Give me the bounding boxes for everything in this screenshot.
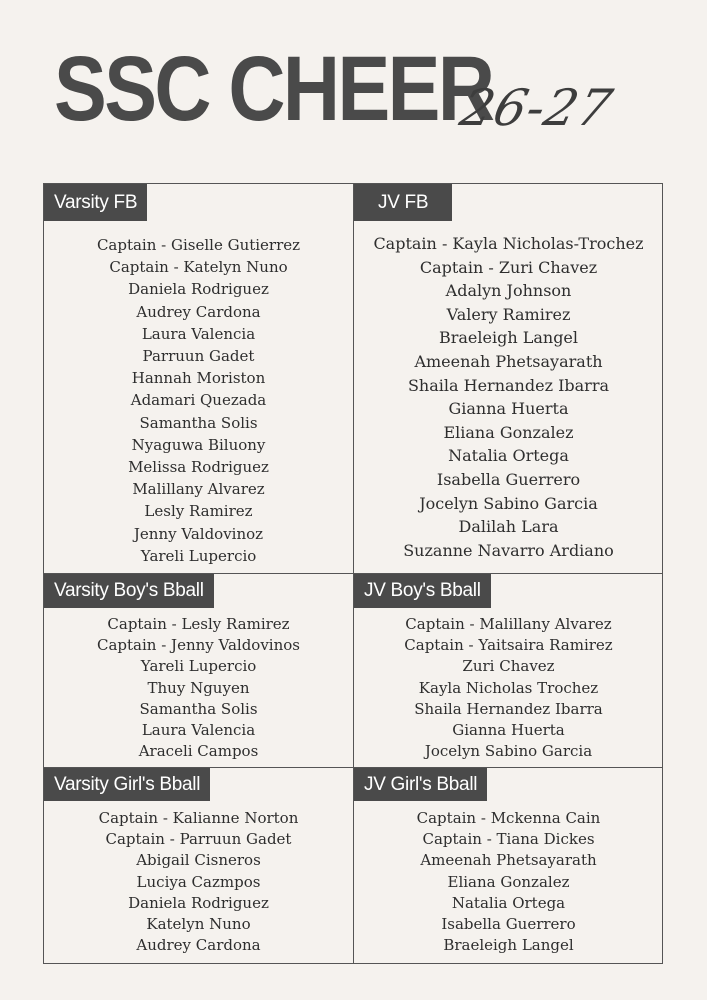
member-list — [354, 232, 663, 562]
member-name: Daniela Rodriguez — [128, 280, 269, 299]
member-name: Jocelyn Sabino Garcia — [424, 742, 593, 761]
member-name: Araceli Campos — [138, 742, 259, 761]
member-name: Abigail Cisneros — [136, 851, 261, 870]
member-name: Jenny Valdovinoz — [133, 524, 264, 543]
section-jv-girls-bball — [354, 768, 663, 964]
member-name: Yareli Lupercio — [140, 657, 257, 676]
season-year: 26-27 — [454, 79, 619, 137]
member-name: Braeleigh Langel — [438, 328, 579, 348]
member-name: Dalilah Lara — [458, 517, 559, 537]
member-name: Adamari Quezada — [130, 391, 267, 410]
member-name: Natalia Ortega — [448, 446, 569, 466]
captain-name: Captain - Parruun Gadet — [105, 830, 292, 849]
member-name: Natalia Ortega — [451, 893, 566, 912]
captain-name: Captain - Giselle Gutierrez — [96, 236, 301, 254]
section-varsity-girls-bball — [44, 768, 353, 964]
member-name: Shaila Hernandez Ibarra — [407, 375, 610, 395]
member-name: Melissa Rodriguez — [128, 458, 269, 477]
member-name: Laura Valencia — [141, 721, 256, 740]
member-name: Ameenah Phetsayarath — [414, 351, 603, 371]
member-name: Lesly Ramirez — [144, 502, 253, 521]
member-name: Hannah Moriston — [131, 369, 266, 388]
member-list — [354, 808, 663, 956]
section-label: JV Boy's Bball — [354, 574, 491, 608]
member-name: Zuri Chavez — [462, 657, 555, 676]
section-label: JV Girl's Bball — [354, 768, 487, 801]
section-label: Varsity Girl's Bball — [44, 768, 210, 801]
page-title: SSC CHEER — [54, 38, 493, 140]
member-list — [354, 614, 663, 762]
member-name: Katelyn Nuno — [146, 915, 251, 934]
captain-name: Captain - Lesly Ramirez — [107, 615, 290, 633]
member-name: Gianna Huerta — [448, 399, 569, 419]
captain-name: Captain - Malillany Alvarez — [405, 615, 612, 633]
section-label: Varsity Boy's Bball — [44, 574, 214, 608]
member-name: Gianna Huerta — [452, 721, 565, 740]
section-label: JV FB — [354, 184, 452, 221]
member-name: Laura Valencia — [141, 324, 256, 343]
member-name: Valery Ramirez — [446, 304, 571, 324]
member-name: Luciya Cazmpos — [136, 872, 261, 891]
captain-name: Captain - Tiana Dickes — [422, 830, 595, 849]
member-name: Ameenah Phetsayarath — [420, 851, 597, 870]
member-name: Eliana Gonzalez — [443, 422, 574, 442]
captain-name: Captain - Jenny Valdovinos — [97, 636, 300, 655]
captain-name: Captain - Yaitsaira Ramirez — [404, 636, 613, 655]
member-name: Audrey Cardona — [136, 302, 261, 321]
member-name: Yareli Lupercio — [140, 546, 257, 565]
section-label: Varsity FB — [44, 184, 147, 221]
member-name: Isabella Guerrero — [436, 469, 581, 489]
captain-name: Captain - Mckenna Cain — [416, 809, 601, 827]
member-name: Kayla Nicholas Trochez — [418, 678, 599, 697]
section-varsity-boys-bball — [44, 574, 353, 767]
captain-name: Captain - Kayla Nicholas-Trochez — [373, 234, 644, 253]
member-name: Isabella Guerrero — [441, 915, 576, 934]
member-name: Samantha Solis — [139, 699, 258, 718]
member-name: Jocelyn Sabino Garcia — [419, 493, 598, 513]
member-name: Samantha Solis — [139, 413, 258, 432]
section-jv-boys-bball — [354, 574, 663, 767]
member-name: Shaila Hernandez Ibarra — [414, 699, 603, 718]
member-list — [44, 808, 353, 956]
member-name: Malillany Alvarez — [132, 480, 265, 499]
member-list — [44, 234, 353, 567]
member-name: Parruun Gadet — [142, 347, 255, 366]
member-name: Eliana Gonzalez — [447, 872, 570, 891]
member-name: Braeleigh Langel — [443, 936, 574, 955]
captain-name: Captain - Katelyn Nuno — [109, 258, 288, 277]
member-name: Suzanne Navarro Ardiano — [403, 540, 614, 560]
section-varsity-fb — [44, 184, 353, 573]
member-name: Nyaguwa Biluony — [131, 435, 266, 454]
member-name: Adalyn Johnson — [445, 281, 572, 301]
roster-grid — [43, 183, 663, 964]
member-name: Audrey Cardona — [136, 936, 261, 955]
member-name: Thuy Nguyen — [147, 678, 250, 697]
member-list — [44, 614, 353, 762]
captain-name: Captain - Kalianne Norton — [98, 809, 299, 827]
section-jv-fb — [354, 184, 663, 573]
member-name: Daniela Rodriguez — [128, 893, 269, 912]
captain-name: Captain - Zuri Chavez — [419, 257, 598, 277]
